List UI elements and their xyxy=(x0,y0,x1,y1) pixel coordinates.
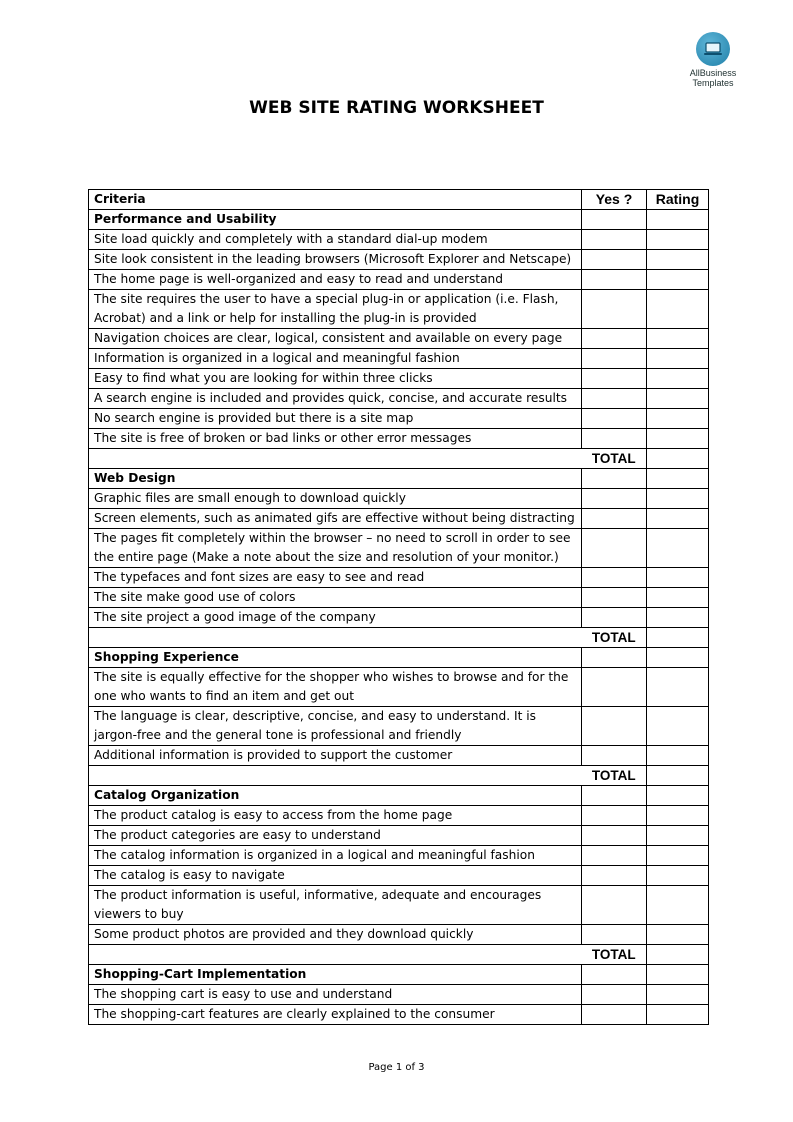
rating-cell[interactable] xyxy=(647,489,709,509)
rating-cell[interactable] xyxy=(647,389,709,409)
rating-cell[interactable] xyxy=(647,826,709,846)
criteria-row xyxy=(89,489,709,509)
criteria-text: The language is clear, descriptive, concise, and easy to understand. It is jargon-free and the general tone is professional and friendly xyxy=(89,707,582,746)
yes-cell[interactable] xyxy=(582,210,647,230)
criteria-row xyxy=(89,290,709,329)
yes-cell[interactable] xyxy=(582,806,647,826)
criteria-row xyxy=(89,588,709,608)
yes-cell[interactable] xyxy=(582,786,647,806)
yes-cell[interactable] xyxy=(582,369,647,389)
yes-cell[interactable] xyxy=(582,509,647,529)
criteria-row xyxy=(89,389,709,409)
criteria-row xyxy=(89,866,709,886)
criteria-text: The product categories are easy to understand xyxy=(89,826,582,846)
criteria-text: The product catalog is easy to access from the home page xyxy=(89,806,582,826)
criteria-text: Site look consistent in the leading browsers (Microsoft Explorer and Netscape) xyxy=(89,250,582,270)
criteria-row xyxy=(89,826,709,846)
section-title: Web Design xyxy=(89,469,582,489)
rating-cell[interactable] xyxy=(647,925,709,945)
yes-cell[interactable] xyxy=(582,925,647,945)
total-spacer xyxy=(89,766,582,786)
criteria-text: The home page is well-organized and easy to read and understand xyxy=(89,270,582,290)
yes-cell[interactable] xyxy=(582,489,647,509)
rating-cell[interactable] xyxy=(647,230,709,250)
yes-cell[interactable] xyxy=(582,429,647,449)
criteria-row xyxy=(89,886,709,925)
rating-cell[interactable] xyxy=(647,668,709,707)
criteria-text: Some product photos are provided and they download quickly xyxy=(89,925,582,945)
yes-cell[interactable] xyxy=(582,648,647,668)
rating-cell[interactable] xyxy=(647,608,709,628)
yes-cell[interactable] xyxy=(582,886,647,925)
section-title: Shopping Experience xyxy=(89,648,582,668)
criteria-text: The catalog information is organized in a logical and meaningful fashion xyxy=(89,846,582,866)
criteria-row xyxy=(89,985,709,1005)
rating-cell[interactable] xyxy=(647,369,709,389)
criteria-row xyxy=(89,270,709,290)
criteria-text: The site make good use of colors xyxy=(89,588,582,608)
criteria-row xyxy=(89,250,709,270)
yes-cell[interactable] xyxy=(582,250,647,270)
criteria-row xyxy=(89,568,709,588)
yes-cell[interactable] xyxy=(582,746,647,766)
criteria-row xyxy=(89,230,709,250)
rating-worksheet-table xyxy=(88,189,709,1025)
yes-cell[interactable] xyxy=(582,230,647,250)
yes-cell[interactable] xyxy=(582,270,647,290)
rating-cell[interactable] xyxy=(647,886,709,925)
total-spacer xyxy=(89,945,582,965)
criteria-text: The site is equally effective for the shopper who wishes to browse and for the one who wants to find an item and get out xyxy=(89,668,582,707)
criteria-text: Navigation choices are clear, logical, consistent and available on every page xyxy=(89,329,582,349)
total-spacer xyxy=(89,449,582,469)
rating-cell[interactable] xyxy=(647,270,709,290)
yes-cell[interactable] xyxy=(582,1005,647,1025)
total-spacer xyxy=(89,628,582,648)
rating-cell[interactable] xyxy=(647,965,709,985)
rating-cell[interactable] xyxy=(647,707,709,746)
total-row xyxy=(89,628,709,648)
rating-cell[interactable] xyxy=(647,429,709,449)
yes-cell[interactable] xyxy=(582,409,647,429)
rating-cell[interactable] xyxy=(647,806,709,826)
rating-cell[interactable] xyxy=(647,648,709,668)
criteria-text: The site requires the user to have a special plug-in or application (i.e. Flash, Acrobat) and a link or help for installing the plug-in is provided xyxy=(89,290,582,329)
criteria-row xyxy=(89,529,709,568)
criteria-text: Graphic files are small enough to download quickly xyxy=(89,489,582,509)
criteria-text: The shopping cart is easy to use and understand xyxy=(89,985,582,1005)
yes-cell[interactable] xyxy=(582,469,647,489)
total-row xyxy=(89,945,709,965)
criteria-text: Site load quickly and completely with a standard dial-up modem xyxy=(89,230,582,250)
logo xyxy=(680,32,746,88)
criteria-text: The pages fit completely within the browser – no need to scroll in order to see the entire page (Make a note about the size and resolution of your monitor.) xyxy=(89,529,582,568)
rating-cell[interactable] xyxy=(647,568,709,588)
rating-cell[interactable] xyxy=(647,866,709,886)
total-rating-cell[interactable] xyxy=(647,945,709,965)
criteria-text: The catalog is easy to navigate xyxy=(89,866,582,886)
rating-cell[interactable] xyxy=(647,529,709,568)
yes-cell[interactable] xyxy=(582,529,647,568)
section-title: Shopping-Cart Implementation xyxy=(89,965,582,985)
criteria-row xyxy=(89,369,709,389)
rating-cell[interactable] xyxy=(647,786,709,806)
criteria-row xyxy=(89,329,709,349)
yes-cell[interactable] xyxy=(582,826,647,846)
total-label: TOTAL xyxy=(582,449,647,469)
section-row xyxy=(89,648,709,668)
section-row xyxy=(89,786,709,806)
yes-cell[interactable] xyxy=(582,608,647,628)
criteria-text: The product information is useful, informative, adequate and encourages viewers to buy xyxy=(89,886,582,925)
laptop-icon xyxy=(696,32,730,66)
logo-text-line2: Templates xyxy=(692,78,734,88)
yes-cell[interactable] xyxy=(582,668,647,707)
total-rating-cell[interactable] xyxy=(647,449,709,469)
rating-cell[interactable] xyxy=(647,290,709,329)
total-rating-cell[interactable] xyxy=(647,766,709,786)
criteria-text: The typefaces and font sizes are easy to see and read xyxy=(89,568,582,588)
criteria-text: The site project a good image of the company xyxy=(89,608,582,628)
header-yes: Yes ? xyxy=(582,190,647,210)
section-row xyxy=(89,965,709,985)
total-row xyxy=(89,766,709,786)
header-row xyxy=(89,190,709,210)
criteria-row xyxy=(89,1005,709,1025)
yes-cell[interactable] xyxy=(582,866,647,886)
section-row xyxy=(89,210,709,230)
criteria-text: Screen elements, such as animated gifs are effective without being distracting xyxy=(89,509,582,529)
criteria-text: Information is organized in a logical and meaningful fashion xyxy=(89,349,582,369)
header-rating: Rating xyxy=(647,190,709,210)
section-row xyxy=(89,469,709,489)
rating-cell[interactable] xyxy=(647,469,709,489)
yes-cell[interactable] xyxy=(582,290,647,329)
rating-cell[interactable] xyxy=(647,210,709,230)
rating-cell[interactable] xyxy=(647,985,709,1005)
criteria-text: The shopping-cart features are clearly explained to the consumer xyxy=(89,1005,582,1025)
page-title: WEB SITE RATING WORKSHEET xyxy=(249,98,544,118)
yes-cell[interactable] xyxy=(582,707,647,746)
page-number: Page 1 of 3 xyxy=(368,1062,425,1073)
total-label: TOTAL xyxy=(582,766,647,786)
rating-cell[interactable] xyxy=(647,1005,709,1025)
criteria-text: The site is free of broken or bad links or other error messages xyxy=(89,429,582,449)
yes-cell[interactable] xyxy=(582,985,647,1005)
criteria-text: Additional information is provided to support the customer xyxy=(89,746,582,766)
yes-cell[interactable] xyxy=(582,965,647,985)
criteria-row xyxy=(89,509,709,529)
criteria-row xyxy=(89,349,709,369)
rating-cell[interactable] xyxy=(647,349,709,369)
criteria-row xyxy=(89,429,709,449)
header-criteria: Criteria xyxy=(89,190,582,210)
yes-cell[interactable] xyxy=(582,389,647,409)
criteria-row xyxy=(89,608,709,628)
criteria-row xyxy=(89,806,709,826)
criteria-row xyxy=(89,746,709,766)
rating-cell[interactable] xyxy=(647,846,709,866)
rating-cell[interactable] xyxy=(647,588,709,608)
rating-cell[interactable] xyxy=(647,509,709,529)
yes-cell[interactable] xyxy=(582,329,647,349)
criteria-row xyxy=(89,846,709,866)
yes-cell[interactable] xyxy=(582,568,647,588)
criteria-text: Easy to find what you are looking for within three clicks xyxy=(89,369,582,389)
logo-text-line1: AllBusiness xyxy=(689,68,737,78)
criteria-text: A search engine is included and provides quick, concise, and accurate results xyxy=(89,389,582,409)
criteria-text: No search engine is provided but there is a site map xyxy=(89,409,582,429)
criteria-row xyxy=(89,707,709,746)
rating-cell[interactable] xyxy=(647,409,709,429)
yes-cell[interactable] xyxy=(582,349,647,369)
total-row xyxy=(89,449,709,469)
criteria-row xyxy=(89,409,709,429)
criteria-row xyxy=(89,668,709,707)
rating-cell[interactable] xyxy=(647,329,709,349)
criteria-row xyxy=(89,925,709,945)
yes-cell[interactable] xyxy=(582,846,647,866)
yes-cell[interactable] xyxy=(582,588,647,608)
total-label: TOTAL xyxy=(582,628,647,648)
rating-cell[interactable] xyxy=(647,250,709,270)
section-title: Catalog Organization xyxy=(89,786,582,806)
total-rating-cell[interactable] xyxy=(647,628,709,648)
total-label: TOTAL xyxy=(582,945,647,965)
rating-cell[interactable] xyxy=(647,746,709,766)
section-title: Performance and Usability xyxy=(89,210,582,230)
